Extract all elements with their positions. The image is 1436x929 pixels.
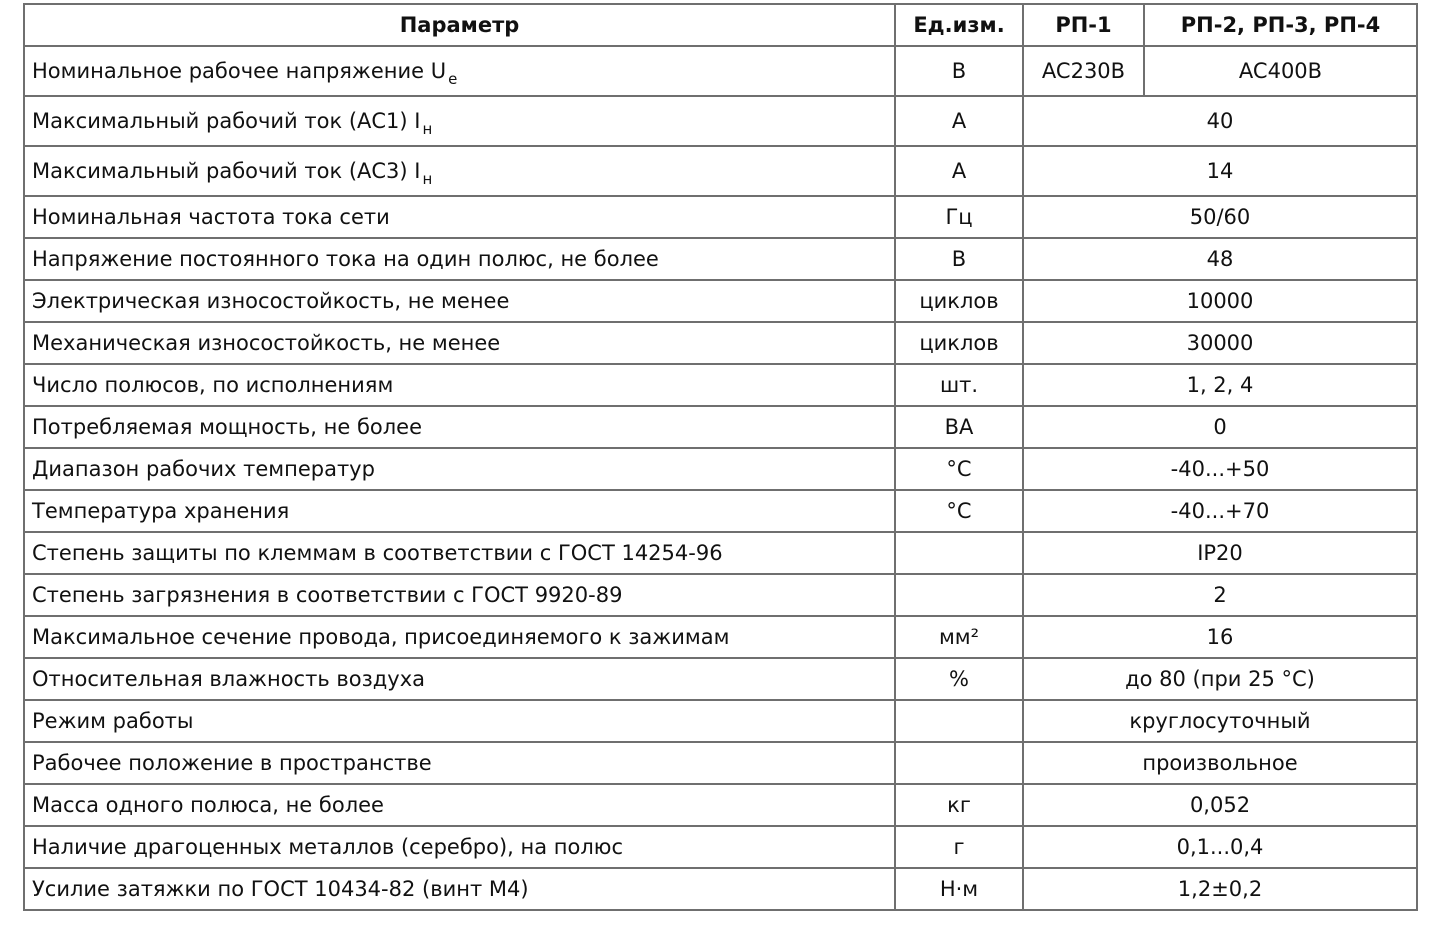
param-cell: Потребляемая мощность, не более [24,406,895,448]
header-rp234: РП-2, РП-3, РП-4 [1144,4,1417,46]
unit-cell [895,574,1023,616]
value-cell: 0 [1023,406,1417,448]
param-text: Максимальный рабочий ток (АС1) I [32,109,421,133]
value-cell: 0,052 [1023,784,1417,826]
header-unit: Ед.изм. [895,4,1023,46]
param-text: Номинальное рабочее напряжение U [32,59,447,83]
param-subscript: e [448,70,458,88]
table-row [24,96,1417,146]
value-cell: -40...+50 [1023,448,1417,490]
unit-cell [895,742,1023,784]
param-cell [24,96,895,146]
value-cell: 1,2±0,2 [1023,868,1417,910]
unit-cell: Гц [895,196,1023,238]
table-row [24,574,1417,616]
unit-cell: В [895,238,1023,280]
rp1-value-cell: AC230B [1023,46,1144,96]
table-row [24,280,1417,322]
unit-cell: °С [895,448,1023,490]
value-cell: 30000 [1023,322,1417,364]
param-cell: Число полюсов, по исполнениям [24,364,895,406]
table-row [24,868,1417,910]
unit-cell: °С [895,490,1023,532]
value-cell: -40...+70 [1023,490,1417,532]
param-cell: Наличие драгоценных металлов (серебро), на полюс [24,826,895,868]
value-cell: 1, 2, 4 [1023,364,1417,406]
unit-cell: Н·м [895,868,1023,910]
value-cell: 48 [1023,238,1417,280]
param-cell: Масса одного полюса, не более [24,784,895,826]
table-row [24,490,1417,532]
param-subscript: н [422,120,433,138]
table-row [24,406,1417,448]
unit-cell [895,532,1023,574]
header-param: Параметр [24,4,895,46]
unit-cell: циклов [895,322,1023,364]
spec-table [23,3,1418,911]
table-row [24,826,1417,868]
value-cell: 16 [1023,616,1417,658]
param-cell: Рабочее положение в пространстве [24,742,895,784]
unit-cell: В [895,46,1023,96]
param-cell: Диапазон рабочих температур [24,448,895,490]
unit-cell [895,700,1023,742]
param-cell: Усилие затяжки по ГОСТ 10434-82 (винт М4) [24,868,895,910]
rp234-value-cell: AC400B [1144,46,1417,96]
table-row [24,532,1417,574]
unit-cell: кг [895,784,1023,826]
value-cell: до 80 (при 25 °С) [1023,658,1417,700]
param-cell: Максимальное сечение провода, присоединяемого к зажимам [24,616,895,658]
value-cell: 0,1...0,4 [1023,826,1417,868]
value-cell: 2 [1023,574,1417,616]
table-row [24,322,1417,364]
unit-cell: ВА [895,406,1023,448]
value-cell: произвольное [1023,742,1417,784]
param-text: Максимальный рабочий ток (АС3) I [32,159,421,183]
param-cell [24,46,895,96]
unit-cell: % [895,658,1023,700]
param-cell: Относительная влажность воздуха [24,658,895,700]
table-row [24,448,1417,490]
header-rp1: РП-1 [1023,4,1144,46]
unit-cell: циклов [895,280,1023,322]
param-cell: Номинальная частота тока сети [24,196,895,238]
table-row [24,146,1417,196]
table-row [24,196,1417,238]
unit-cell: г [895,826,1023,868]
value-cell: 14 [1023,146,1417,196]
table-row [24,46,1417,96]
value-cell: круглосуточный [1023,700,1417,742]
table-row [24,364,1417,406]
value-cell: 40 [1023,96,1417,146]
table-row [24,658,1417,700]
param-cell: Электрическая износостойкость, не менее [24,280,895,322]
table-row [24,238,1417,280]
param-cell: Механическая износостойкость, не менее [24,322,895,364]
table-row [24,784,1417,826]
table-row [24,700,1417,742]
table-row [24,742,1417,784]
param-cell: Степень защиты по клеммам в соответствии с ГОСТ 14254-96 [24,532,895,574]
param-cell: Режим работы [24,700,895,742]
value-cell: 10000 [1023,280,1417,322]
param-cell [24,146,895,196]
value-cell: IP20 [1023,532,1417,574]
unit-cell: мм² [895,616,1023,658]
param-cell: Напряжение постоянного тока на один полюс, не более [24,238,895,280]
table-header-row [24,4,1417,46]
unit-cell: А [895,146,1023,196]
unit-cell: шт. [895,364,1023,406]
param-cell: Температура хранения [24,490,895,532]
value-cell: 50/60 [1023,196,1417,238]
param-cell: Степень загрязнения в соответствии с ГОСТ 9920-89 [24,574,895,616]
unit-cell: А [895,96,1023,146]
table-row [24,616,1417,658]
param-subscript: н [422,170,433,188]
